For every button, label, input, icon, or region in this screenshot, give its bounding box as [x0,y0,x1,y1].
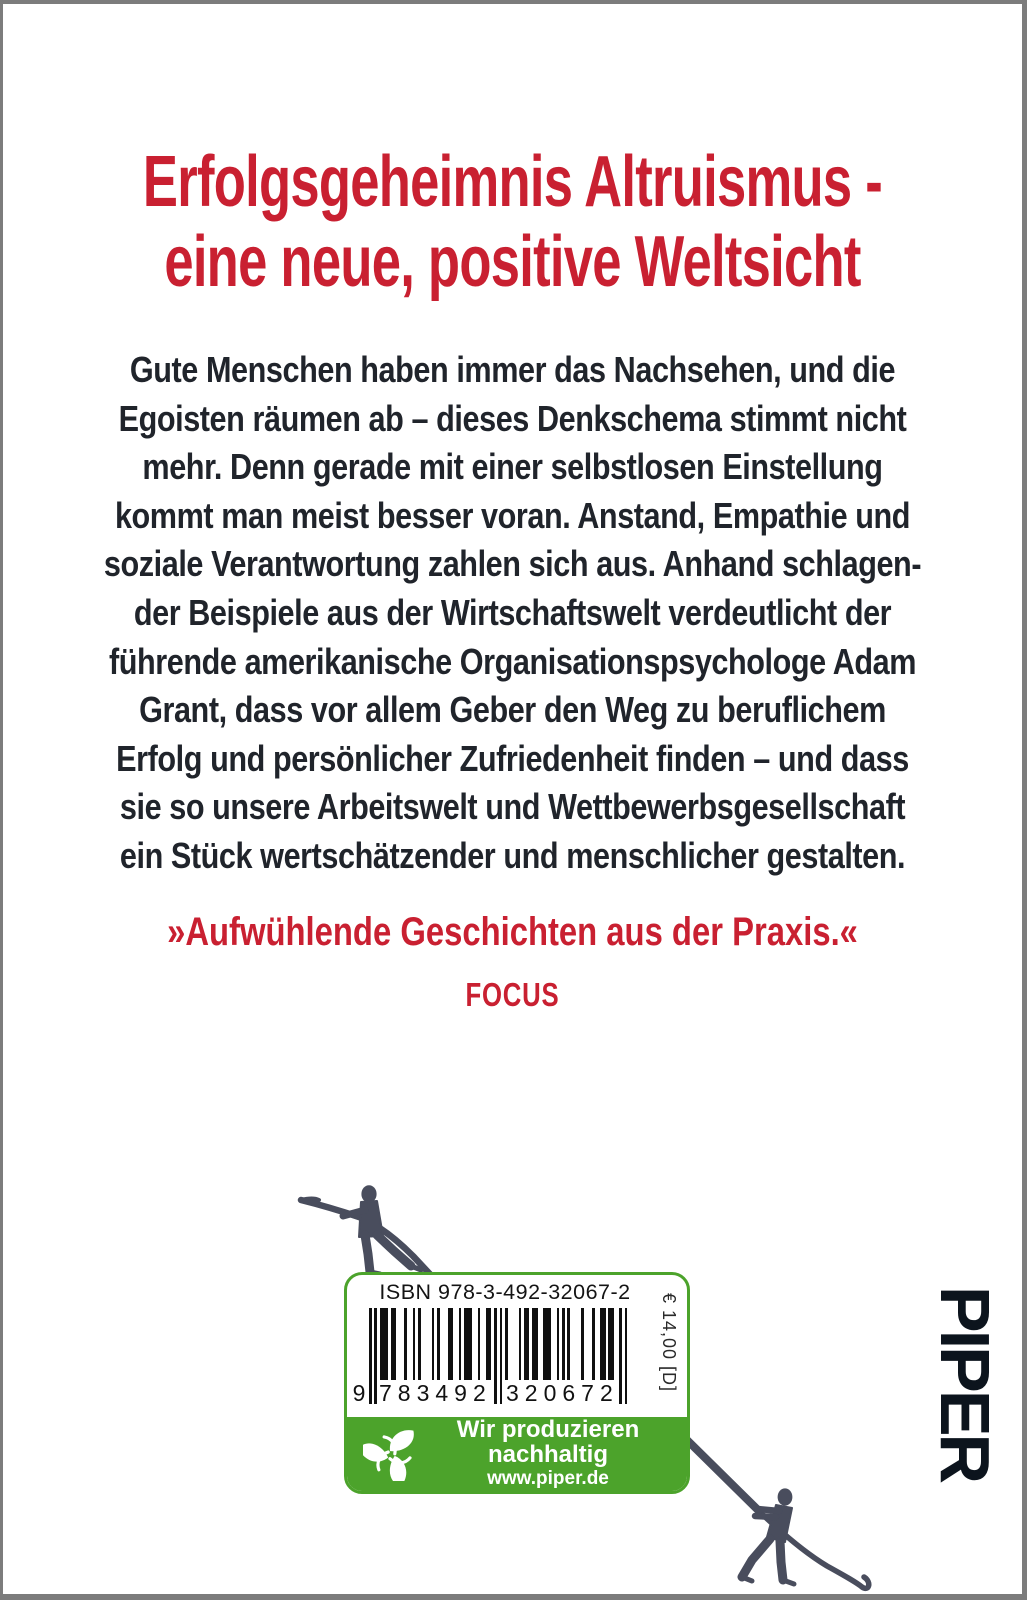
eco-line: nachhaltig [487,1441,608,1468]
text-line: kommt man meist besser voran. Anstand, Empathie und [114,494,911,536]
isbn-price-label [344,1272,690,1494]
piper-website: www.piper.de [487,1468,609,1489]
text-line: Erfolgsgeheimnis Altruismus - [142,142,883,222]
puller-figure-left [343,1185,421,1274]
text-line: führende amerikanische Organisationspsychologe Adam [108,640,917,682]
text-line: Gute Menschen haben immer das Nachsehen, und die [129,349,896,390]
text-line: Egoisten räumen ab – dieses Denkschema stimmt nicht [118,397,907,439]
text-line: Erfolg und persönlicher Zufriedenheit finden – und dass [116,737,909,779]
ean-barcode [352,1308,628,1416]
publisher-logo: PIPER [926,1286,1004,1482]
press-quote: »Aufwühlende Geschichten aus der Praxis.« [167,910,858,954]
text-line: soziale Verantwortung zahlen sich aus. Anhand schlagen- [103,543,922,585]
sustainability-banner [347,1417,687,1491]
headline [141,142,885,302]
price: € 14,00 [D] [659,1293,679,1393]
barcode-digit-group: 320672 [506,1380,619,1406]
isbn-label-upper [347,1275,687,1417]
press-quote-source: FOCUS [465,976,560,1013]
text-line: eine neue, positive Weltsicht [164,222,861,302]
text-line: Grant, dass vor allem Geber den Weg zu beruflichem [139,689,886,731]
text-line: mehr. Denn gerade mit einer selbstlosen Einstellung [142,446,883,488]
leaf-recycle-icon [363,1425,419,1481]
barcode-digits [352,1380,628,1410]
blurb-text [79,346,945,881]
sustainability-text [419,1417,673,1489]
barcode-digit-group: 9 [352,1380,366,1406]
text-line: sie so unsere Arbeitswelt und Wettbewerbsgesellschaft [119,786,906,828]
barcode-digit-group: 783492 [379,1380,492,1406]
isbn-number: ISBN 978-3-492-32067-2 [379,1280,631,1304]
text-line: ein Stück wertschätzender und menschlicher gestalten. [119,834,906,876]
eco-line: Wir produzieren [456,1416,640,1443]
text-line: der Beispiele aus der Wirtschaftswelt verdeutlicht der [133,591,892,633]
